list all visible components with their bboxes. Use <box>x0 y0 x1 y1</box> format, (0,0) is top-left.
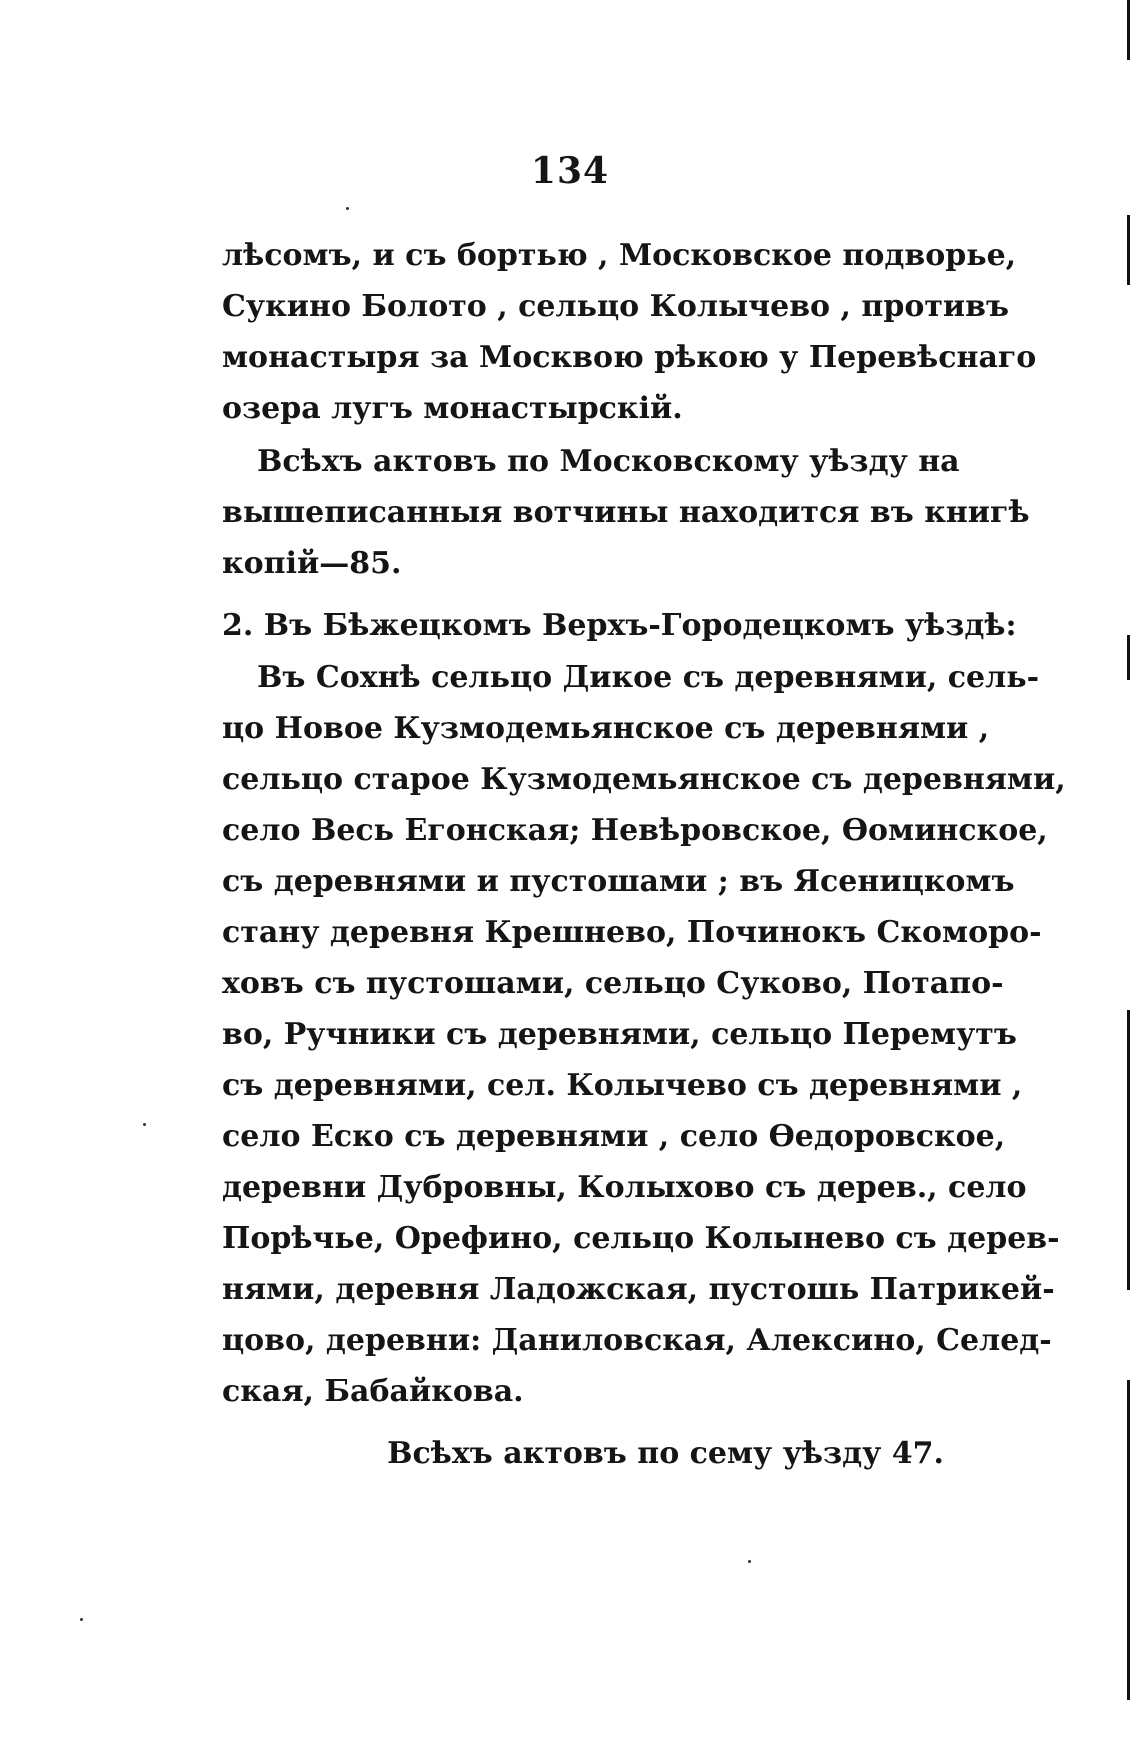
page-number: 134 <box>530 150 610 192</box>
paragraph-moscow-acts-total <box>222 436 1030 589</box>
text-line: ховъ съ пустошами, сельцо Суково, Потапо- <box>222 966 1004 1001</box>
text-line: нями, деревня Ладожская, пустошь Патрикей- <box>222 1272 1055 1307</box>
scan-edge-mark <box>1127 1380 1130 1700</box>
scan-speck <box>80 1618 83 1621</box>
text-line: Сукино Болото , сельцо Колычево , противъ <box>222 289 1010 324</box>
text-line: цо Новое Кузмодемьянское съ деревнями , <box>222 711 990 746</box>
text-line: съ деревнями, сел. Колычево съ деревнями , <box>222 1068 1023 1103</box>
text-line-bezhetsk-acts-total: Всѣхъ актовъ по сему уѣзду 47. <box>387 1436 944 1471</box>
text-line: озера лугъ монастырскій. <box>222 391 683 426</box>
text-line: сельцо старое Кузмодемьянское съ деревнями, <box>222 762 1066 797</box>
text-line: во, Ручники съ деревнями, сельцо Перемутъ <box>222 1017 1017 1052</box>
text-line: цово, деревни: Даниловская, Алексино, Селед- <box>222 1323 1052 1358</box>
text-line: стану деревня Крешнево, Починокъ Скоморо- <box>222 915 1042 950</box>
text-line: лѣсомъ, и съ бортью , Московское подворье, <box>222 238 1017 273</box>
text-line: село Еско съ деревнями , село Ѳедоровское, <box>222 1119 1006 1154</box>
text-line: село Весь Егонская; Невѣровское, Ѳоминское, <box>222 813 1048 848</box>
paragraph-bezhetsk-estates <box>222 652 1066 1417</box>
text-line: Въ Сохнѣ сельцо Дикое съ деревнями, сель- <box>257 660 1040 695</box>
scan-edge-mark <box>1127 1010 1130 1290</box>
scan-edge-mark <box>1127 215 1130 285</box>
text-line: Всѣхъ актовъ по Московскому уѣзду на <box>257 444 960 479</box>
scan-speck <box>346 207 349 210</box>
scan-edge-mark <box>1127 635 1130 680</box>
paragraph-moscow-estates <box>222 230 1037 434</box>
text-line: копій—85. <box>222 546 402 581</box>
text-line: съ деревнями и пустошами ; въ Ясеницкомъ <box>222 864 1015 899</box>
text-line: деревни Дубровны, Колыхово съ дерев., село <box>222 1170 1027 1205</box>
closing-line <box>222 1428 950 1479</box>
heading-bezhetsk-uezd: 2. Въ Бѣжецкомъ Верхъ-Городецкомъ уѣздѣ: <box>222 608 1017 643</box>
scan-speck <box>143 1123 146 1126</box>
scan-speck <box>748 1560 751 1563</box>
text-line: Порѣчье, Орефино, сельцо Колынево съ дерев- <box>222 1221 1060 1256</box>
text-line: ская, Бабайкова. <box>222 1374 524 1409</box>
scan-edge-mark <box>1127 0 1130 60</box>
text-line: монастыря за Москвою рѣкою у Перевѣснаго <box>222 340 1037 375</box>
section-heading <box>222 600 1017 651</box>
text-line: вышеписанныя вотчины находится въ книгѣ <box>222 495 1030 530</box>
